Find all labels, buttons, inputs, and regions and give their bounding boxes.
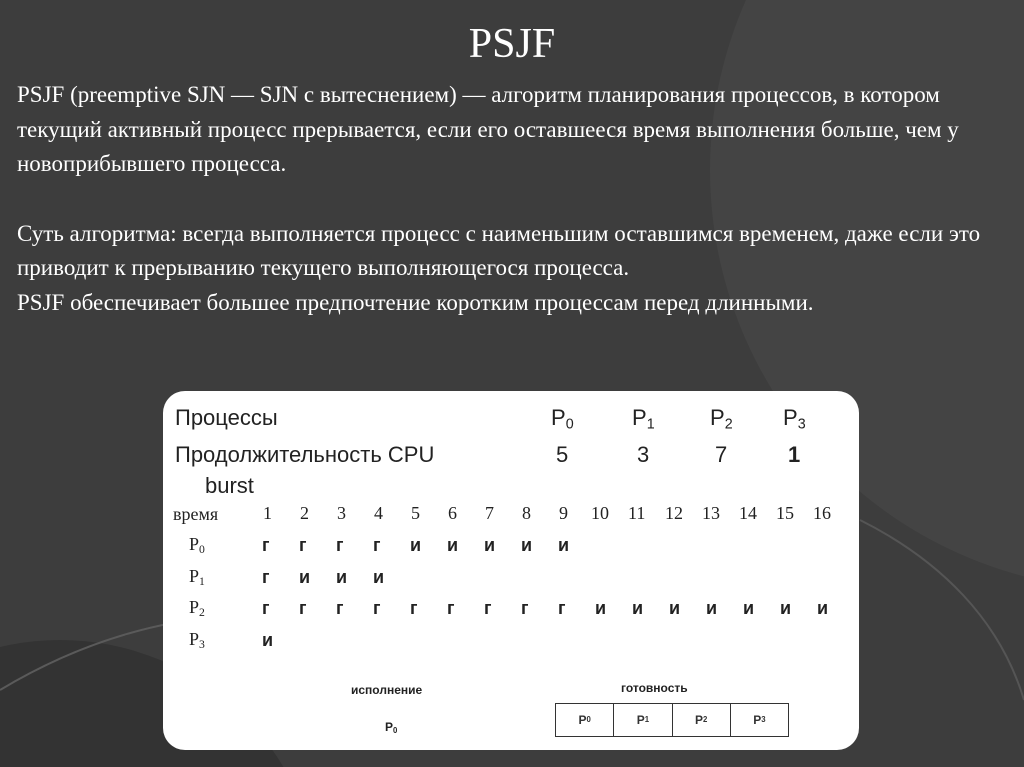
burst-label: Продолжительность CPU [175, 442, 435, 467]
state-cell: г [336, 598, 344, 618]
slide-body [17, 78, 1017, 320]
row-label-p0: $P_0$ [189, 534, 205, 556]
time-tick: 13 [702, 503, 720, 523]
time-tick: 14 [739, 503, 757, 523]
state-cell: и [447, 535, 459, 555]
state-cell: и [558, 535, 570, 555]
ready-queue-slot: P 1 [614, 704, 672, 736]
state-cell: г [299, 535, 307, 555]
state-cell: г [262, 535, 270, 555]
state-cell: и [632, 598, 644, 618]
state-cell: и [336, 567, 348, 587]
paragraph-essence: Суть алгоритма: всегда выполняется процесс с наименьшим оставшимся временем, даже если это приводит к прерыванию текущего выполняющегося процесса. [17, 220, 981, 280]
state-cell: и [595, 598, 607, 618]
ready-queue [555, 703, 789, 737]
process-header-p2: $P_2$ [710, 405, 733, 433]
state-cell: г [262, 598, 270, 618]
time-tick: 4 [374, 503, 383, 523]
time-label: время [173, 504, 219, 524]
state-cell: и [410, 535, 422, 555]
ready-queue-slot: P 3 [753, 713, 766, 727]
slide-title: PSJF [468, 21, 556, 67]
time-tick: 8 [522, 503, 531, 523]
process-header-p0: $P_0$ [551, 405, 574, 433]
time-tick: 2 [300, 503, 309, 523]
burst-value-p2: 7 [715, 442, 728, 467]
burst-value-p3: 1 [788, 442, 801, 467]
time-tick: 7 [485, 503, 494, 523]
state-cell: и [521, 535, 533, 555]
time-tick: 9 [559, 503, 568, 523]
ready-label: готовность [621, 681, 688, 695]
state-cell: и [484, 535, 496, 555]
time-tick: 10 [591, 503, 609, 523]
state-cell: и [817, 598, 829, 618]
state-cell: и [299, 567, 311, 587]
burst-value-p1: 3 [637, 442, 650, 467]
execution-value: $P_0$ [385, 720, 398, 735]
state-cell: и [780, 598, 792, 618]
time-tick: 1 [263, 503, 272, 523]
state-cell: г [558, 598, 566, 618]
ready-queue-slot: P 2 [673, 704, 731, 736]
time-tick: 15 [776, 503, 794, 523]
state-cell: г [336, 535, 344, 555]
time-tick: 16 [813, 503, 831, 523]
state-cell: и [373, 567, 385, 587]
state-cell: и [669, 598, 681, 618]
paragraph-definition: PSJF (preemptive SJN — SJN с вытеснением) — алгоритм планирования процессов, в котором текущий активный процесс прерывается, если его оставшееся время выполнения больше, чем у новоприбывшего процесса. [17, 82, 959, 176]
state-cell: и [706, 598, 718, 618]
time-tick: 11 [628, 503, 646, 523]
burst-label-continued: burst [205, 473, 254, 498]
time-tick: 3 [337, 503, 346, 523]
state-cell: г [373, 535, 381, 555]
state-cell: г [299, 598, 307, 618]
state-cell: г [373, 598, 381, 618]
paragraph-preference: PSJF обеспечивает большее предпочтение коротким процессам перед длинными. [17, 289, 814, 315]
execution-label: исполнение [351, 683, 423, 697]
processes-label: Процессы [175, 405, 278, 430]
time-tick: 12 [665, 503, 683, 523]
row-label-p3: $P_3$ [189, 629, 205, 651]
state-cell: г [262, 567, 270, 587]
time-tick: 5 [411, 503, 420, 523]
scheduling-table-image [163, 391, 859, 750]
state-cell: и [262, 630, 274, 650]
ready-queue-slot: P 0 [556, 704, 614, 736]
process-header-p1: $P_1$ [632, 405, 655, 433]
state-cell: и [743, 598, 755, 618]
state-cell: г [447, 598, 455, 618]
state-cell: г [521, 598, 529, 618]
state-cell: г [410, 598, 418, 618]
row-label-p1: $P_1$ [189, 566, 205, 588]
row-label-p2: $P_2$ [189, 597, 205, 619]
state-cell: г [484, 598, 492, 618]
process-header-p3: $P_3$ [783, 405, 806, 433]
time-tick: 6 [448, 503, 457, 523]
burst-value-p0: 5 [556, 442, 569, 467]
